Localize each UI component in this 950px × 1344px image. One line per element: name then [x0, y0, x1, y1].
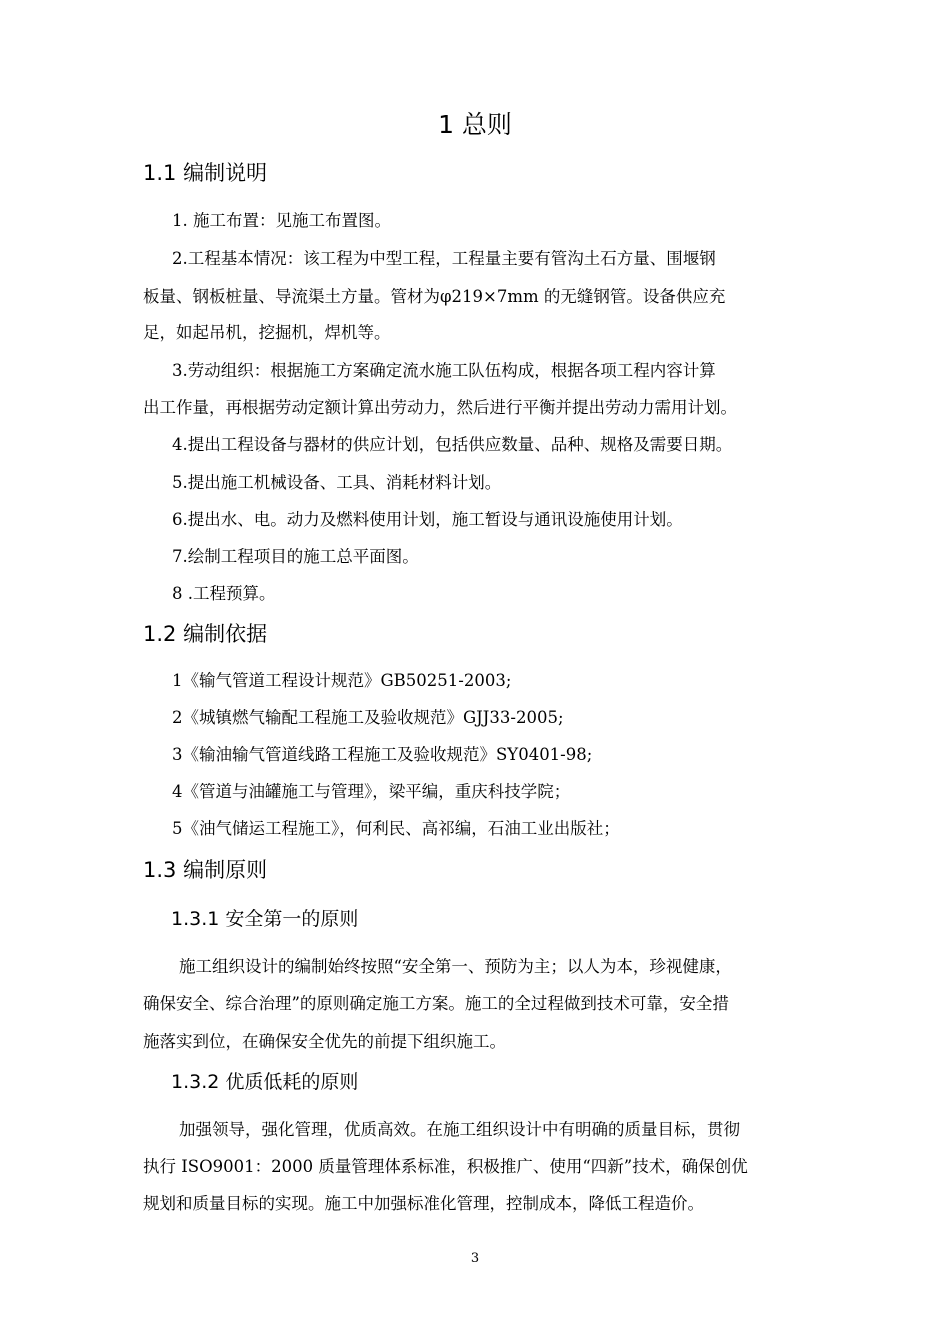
paragraph-line: 7.绘制工程项目的施工总平面图。	[172, 547, 419, 566]
subsection-heading-1-3-2: 1.3.2 优质低耗的原则	[171, 1071, 359, 1093]
reference-item: 4《管道与油罐施工与管理》，梁平编，重庆科技学院；	[172, 782, 571, 801]
paragraph-line: 4.提出工程设备与器材的供应计划，包括供应数量、品种、规格及需要日期。	[172, 435, 733, 454]
paragraph-line: 板量、钢板桩量、导流渠土方量。管材为φ219×7mm 的无缝钢管。设备供应充	[143, 287, 726, 306]
paragraph-line: 规划和质量目标的实现。施工中加强标准化管理，控制成本，降低工程造价。	[143, 1194, 704, 1213]
paragraph-line: 8 .工程预算。	[172, 584, 276, 603]
reference-item: 5《油气储运工程施工》，何利民、高祁编，石油工业出版社；	[172, 819, 620, 838]
paragraph-line: 出工作量，再根据劳动定额计算出劳动力，然后进行平衡并提出劳动力需用计划。	[143, 398, 737, 417]
paragraph-line: 施落实到位，在确保安全优先的前提下组织施工。	[143, 1032, 506, 1051]
reference-item: 3《输油输气管道线路工程施工及验收规范》SY0401-98;	[172, 745, 593, 764]
reference-item: 1《输气管道工程设计规范》GB50251-2003;	[172, 671, 512, 690]
paragraph-line: 足，如起吊机，挖掘机，焊机等。	[143, 323, 391, 342]
subsection-heading-1-3-1: 1.3.1 安全第一的原则	[171, 908, 359, 930]
reference-item: 2《城镇燃气输配工程施工及验收规范》GJJ33-2005;	[172, 708, 564, 727]
paragraph-line: 确保安全、综合治理”的原则确定施工方案。施工的全过程做到技术可靠，安全措	[143, 994, 729, 1013]
paragraph-line: 2.工程基本情况：该工程为中型工程，工程量主要有管沟土石方量、围堰钢	[172, 249, 716, 268]
paragraph-line: 5.提出施工机械设备、工具、消耗材料计划。	[172, 473, 502, 492]
paragraph-line: 1. 施工布置：见施工布置图。	[172, 211, 391, 230]
paragraph-line: 3.劳动组织：根据施工方案确定流水施工队伍构成，根据各项工程内容计算	[172, 361, 716, 380]
page-number: 3	[470, 1251, 480, 1266]
section-heading-1-3: 1.3 编制原则	[143, 858, 268, 882]
section-heading-1-2: 1.2 编制依据	[143, 622, 268, 646]
paragraph-line: 加强领导，强化管理，优质高效。在施工组织设计中有明确的质量目标，贯彻	[179, 1120, 740, 1139]
chapter-title: 1 总则	[438, 110, 512, 139]
paragraph-line: 执行 ISO9001：2000 质量管理体系标准，积极推广、使用“四新”技术，确保创优	[143, 1157, 748, 1176]
paragraph-line: 施工组织设计的编制始终按照“安全第一、预防为主；以人为本，珍视健康，	[179, 957, 732, 976]
section-heading-1-1: 1.1 编制说明	[143, 161, 268, 185]
paragraph-line: 6.提出水、电。动力及燃料使用计划，施工暂设与通讯设施使用计划。	[172, 510, 683, 529]
